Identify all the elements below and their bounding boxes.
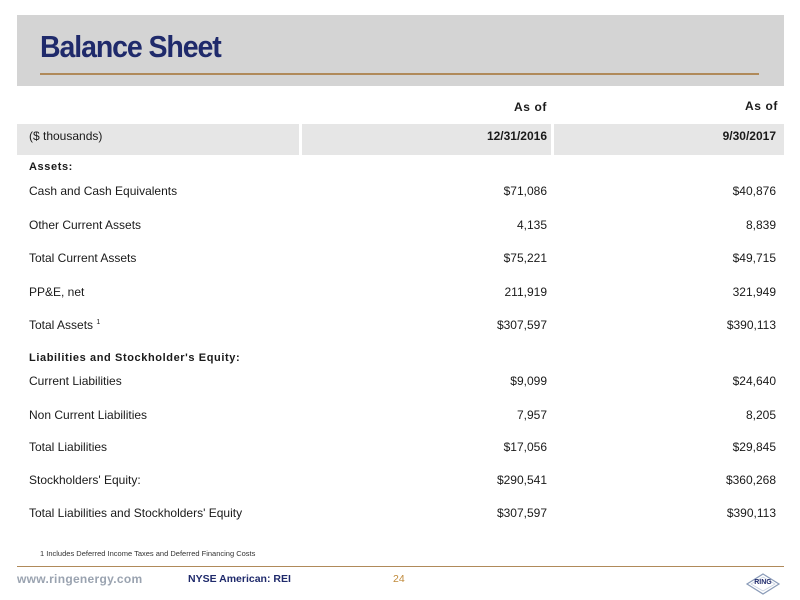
row-label: Other Current Assets xyxy=(29,218,142,232)
row-value-2017: $390,113 xyxy=(726,318,776,332)
ring-energy-logo xyxy=(745,573,781,595)
page-title: Balance Sheet xyxy=(40,29,221,64)
date-column-1: 12/31/2016 xyxy=(486,129,547,143)
footer-divider xyxy=(17,566,784,567)
row-value-2016: $71,086 xyxy=(503,184,547,198)
footer-website-link[interactable]: www.ringenergy.com xyxy=(17,572,143,586)
row-value-2017: 321,949 xyxy=(732,285,776,299)
row-value-2017: $390,113 xyxy=(726,506,776,520)
row-value-2016: $290,541 xyxy=(496,473,547,487)
row-label: Non Current Liabilities xyxy=(29,408,148,422)
row-value-2017: $24,640 xyxy=(732,374,776,388)
footnote: 1 Includes Deferred Income Taxes and Deferred Financing Costs xyxy=(40,549,256,558)
row-label: Total Liabilities xyxy=(29,440,108,454)
footer-exchange-ticker: NYSE American: REI xyxy=(188,573,291,585)
liabilities-section-header: Liabilities and Stockholder's Equity: xyxy=(29,352,241,364)
row-label: Cash and Cash Equivalents xyxy=(29,184,178,198)
units-label: ($ thousands) xyxy=(29,129,103,143)
title-divider xyxy=(40,73,759,75)
row-value-2016: 4,135 xyxy=(516,218,547,232)
row-label xyxy=(29,318,100,332)
assets-section-header: Assets: xyxy=(29,161,73,173)
row-value-2017: 8,205 xyxy=(745,408,776,422)
row-value-2017: $40,876 xyxy=(732,184,776,198)
row-label: Stockholders' Equity: xyxy=(29,473,141,487)
asof-label-1: As of xyxy=(514,100,547,114)
row-value-2017: $360,268 xyxy=(725,473,776,487)
row-label: Total Liabilities and Stockholders' Equity xyxy=(29,506,243,520)
row-label: Current Liabilities xyxy=(29,374,122,388)
row-value-2017: 8,839 xyxy=(745,218,776,232)
asof-label-2: As of xyxy=(745,99,778,113)
row-value-2016: 7,957 xyxy=(516,408,547,422)
logo-text: RING xyxy=(754,579,772,586)
row-label: PP&E, net xyxy=(29,285,85,299)
footnote-marker: 1 xyxy=(96,319,101,326)
row-value-2016: $17,056 xyxy=(503,440,547,454)
page-number: 24 xyxy=(393,573,405,585)
row-value-2016: $307,597 xyxy=(496,318,547,332)
row-label-text: Total Assets xyxy=(29,318,94,332)
date-column-2: 9/30/2017 xyxy=(722,129,776,143)
row-value-2017: $49,715 xyxy=(732,251,776,265)
row-value-2016: $307,597 xyxy=(496,506,547,520)
row-value-2016: 211,919 xyxy=(504,285,547,299)
row-value-2016: $75,221 xyxy=(503,251,547,265)
row-label: Total Current Assets xyxy=(29,251,137,265)
row-value-2016: $9,099 xyxy=(510,374,547,388)
row-value-2017: $29,845 xyxy=(732,440,776,454)
